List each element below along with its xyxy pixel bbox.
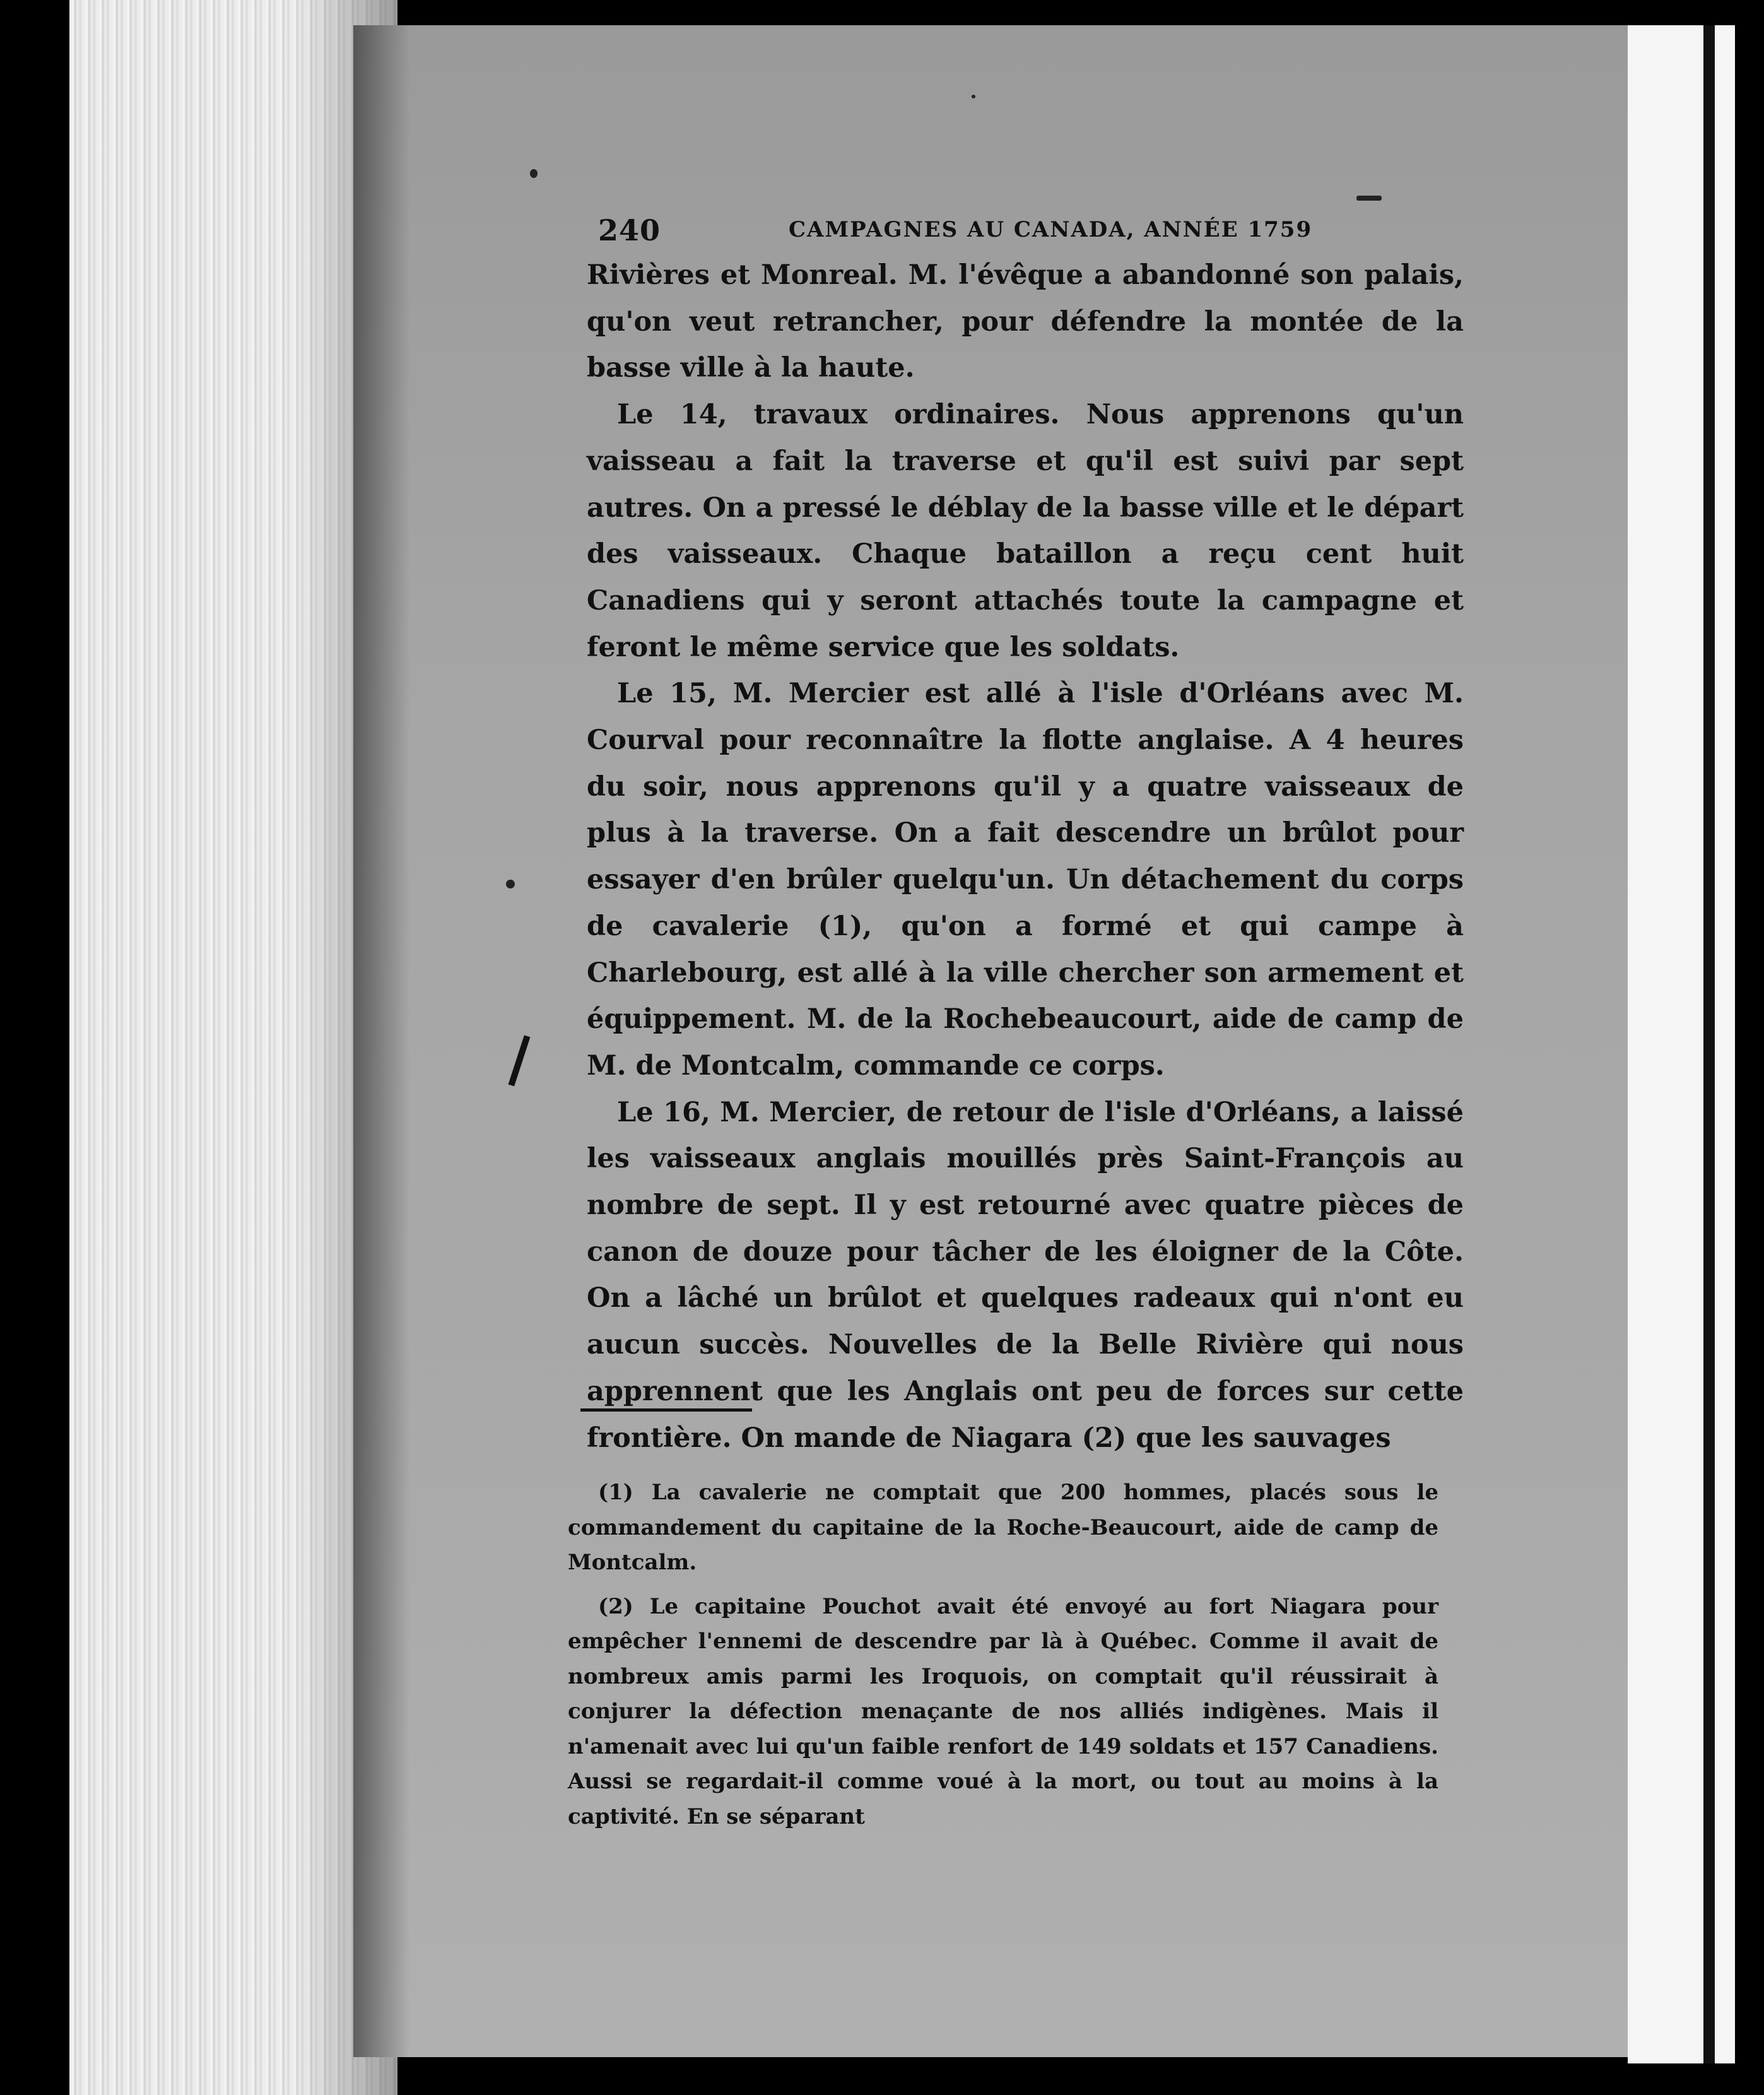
paragraph-le-14: Le 14, travaux ordinaires. Nous apprenons qu'un vaisseau a fait la traverse et qu'il est suivi par sept autres. On a pressé le déblay de la basse ville et le départ des vaisseaux. Chaque bataillon a reçu cent huit Canadiens qui y seront attachés toute la campagne et feront le même service que les soldats. bbox=[587, 399, 1464, 663]
paragraph-continuation: Rivières et Monreal. M. l'évêque a abandonné son palais, qu'on veut retrancher, pour défendre la montée de la basse ville à la haute. bbox=[587, 259, 1464, 384]
dust-speck bbox=[506, 880, 515, 888]
footnotes bbox=[568, 1475, 1438, 1843]
paragraph-le-16: Le 16, M. Mercier, de retour de l'isle d'Orléans, a laissé les vaisseaux anglais mouillés près Saint-François au nombre de sept. Il y est retourné avec quatre pièces de canon de douze pour tâcher de les éloigner de la Côte. On a lâché un brûlot et quelques radeaux qui n'ont eu aucun succès. Nouvelles de la Belle Rivière qui nous apprennent que les Anglais ont peu de forces sur cette frontière. On mande de Niagara (2) que les sauvages bbox=[587, 1096, 1464, 1454]
main-text-block bbox=[587, 208, 1464, 1461]
page-number: 240 bbox=[598, 213, 661, 247]
dust-speck bbox=[1356, 196, 1382, 201]
running-title: CAMPAGNES AU CANADA, ANNÉE 1759 bbox=[789, 217, 1313, 242]
dust-speck bbox=[530, 169, 538, 178]
paragraph-le-15: Le 15, M. Mercier est allé à l'isle d'Orléans avec M. Courval pour reconnaître la flotte anglaise. A 4 heures du soir, nous apprenons qu'il y a quatre vaisseaux de plus à la traverse. On a fait descendre un brûlot pour essayer d'en brûler quelqu'un. Un détachement du corps de cavalerie (1), qu'on a formé et qui campe à Charlebourg, est allé à la ville chercher son armement et équippement. M. de la Rochebeaucourt, aide de camp de M. de Montcalm, commande ce corps. bbox=[587, 678, 1464, 1082]
page-gutter-shadow bbox=[353, 25, 410, 2057]
running-head bbox=[587, 208, 1464, 252]
facing-page-gutter bbox=[1703, 25, 1715, 2063]
footnote-rule bbox=[580, 1408, 752, 1412]
footnote-1: (1) La cavalerie ne comptait que 200 hommes, placés sous le commandement du capitaine de la Roche-Beaucourt, aide de camp de Montcalm. bbox=[568, 1480, 1438, 1575]
dust-speck bbox=[972, 95, 975, 98]
body-text bbox=[587, 252, 1464, 1461]
facing-page-strip bbox=[1628, 25, 1735, 2063]
footnote-2: (2) Le capitaine Pouchot avait été envoyé au fort Niagara pour empêcher l'ennemi de descendre par là à Québec. Comme il avait de nombreux amis parmi les Iroquois, on comptait qu'il réussirait à conjurer la défection menaçante de nos alliés indigènes. Mais il n'amenait avec lui qu'un faible renfort de 149 soldats et 157 Canadiens. Aussi se regardait-il comme voué à la mort, ou tout au moins à la captivité. En se séparant bbox=[568, 1593, 1438, 1829]
